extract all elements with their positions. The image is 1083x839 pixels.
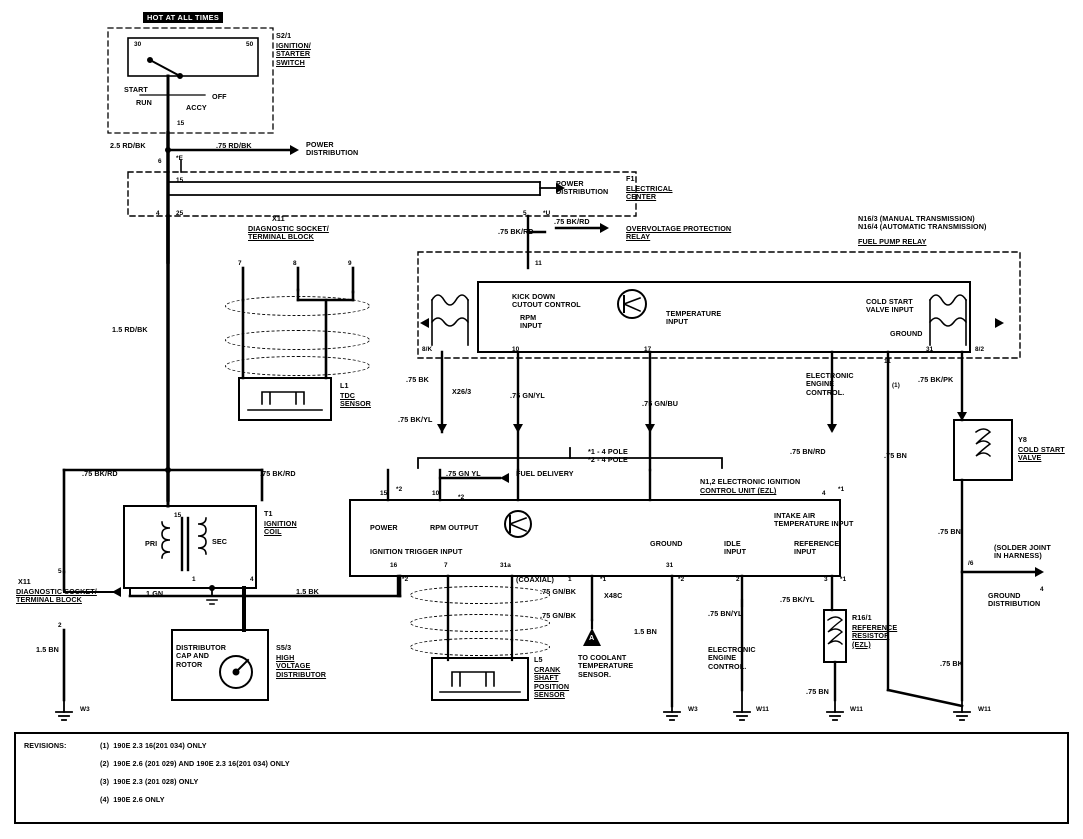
arrow-fuel-delivery <box>500 473 509 483</box>
junction-dot-3 <box>209 585 215 591</box>
wire-label-75-bk: .75 BK <box>406 375 429 384</box>
relay-temp-input-label: TEMPERATURE INPUT <box>666 309 722 327</box>
ignition-coil-ref: T1 <box>264 509 273 518</box>
wire-label-75-rd-bk: .75 RD/BK <box>216 141 252 150</box>
diag-pin-9: 9 <box>348 260 352 267</box>
ground-w3-mid: W3 <box>688 706 698 713</box>
power-distribution-arrow-label: POWER DISTRIBUTION <box>306 140 359 158</box>
ezl-power-label: POWER <box>370 523 398 532</box>
wire-label-75-bn-yl: .75 BN/YL <box>708 609 743 618</box>
wire-label-15-bk: 1.5 BK <box>296 587 319 596</box>
coil-terminal-15: 15 <box>174 512 182 519</box>
wire-label-75-bk-yl-ref: .75 BK/YL <box>780 595 815 604</box>
arrow-relay-pin-17 <box>645 424 655 433</box>
ec-terminal-6: 6 <box>158 158 162 165</box>
ec-terminal-15: 15 <box>176 177 184 184</box>
electrical-center-ref: F1 <box>626 174 635 183</box>
wire-label-75-bk-csv: .75 BK <box>940 659 963 668</box>
coax-label: (COAXIAL) <box>516 575 555 584</box>
wire-label-75-bk-rd-mid: .75 BK/RD <box>260 469 296 478</box>
switch-pos-start: START <box>124 85 148 94</box>
ec-power-distribution-inner: POWER DISTRIBUTION <box>556 179 609 197</box>
diag-socket-left-ref: X11 <box>18 577 31 586</box>
wire-label-75-bn-relay: .75 BN <box>884 451 907 460</box>
switch-pos-off: OFF <box>212 92 227 101</box>
ezl-pin-x2b: *2 <box>458 494 465 501</box>
ezl-pin-x2a: *2 <box>396 486 403 493</box>
arrow-cold-start-pin <box>957 412 967 421</box>
wire-label-75-bk-yl: .75 BK/YL <box>398 415 433 424</box>
switch-pos-run: RUN <box>136 98 152 107</box>
ground-w11-b: W11 <box>850 706 864 713</box>
ezl-pin-7: 7 <box>444 562 448 569</box>
relay-pin-17: 17 <box>644 346 652 353</box>
solder-joint-note: (SOLDER JOINT IN HARNESS) <box>994 543 1051 561</box>
coil-terminal-1: 1 <box>192 576 196 583</box>
wire-label-75-gn-bk-1: .75 GN/BK <box>540 587 577 596</box>
shield-ellipse-tdc-1 <box>225 296 370 316</box>
shield-ellipse-coax-2 <box>410 614 550 632</box>
relay-rpm-input-label: RPM INPUT <box>520 313 543 331</box>
diag-left-pin-5: 5 <box>58 568 62 575</box>
hot-at-all-times-badge: HOT AT ALL TIMES <box>143 12 223 23</box>
ezl-pin-x1a: *1 <box>838 486 845 493</box>
reference-resistor-name: REFERENCE RESISTOR (EZL) <box>852 623 898 649</box>
ground-dist-pin-4: 4 <box>1040 586 1044 593</box>
ezl-rpm-output-label: RPM OUTPUT <box>430 523 479 532</box>
fuel-pump-relay-name: FUEL PUMP RELAY <box>858 237 927 246</box>
wire-label-75-bk-rd-ovp: .75 BK/RD <box>498 227 534 236</box>
arrow-relay-pin-8k <box>437 424 447 433</box>
ezl-reference-input-label: REFERENCE INPUT <box>794 539 840 557</box>
wire-label-75-bn-rd: .75 BN/RD <box>790 447 826 456</box>
shield-ellipse-tdc-2 <box>225 330 370 350</box>
tdc-sensor-name: TDC SENSOR <box>340 391 371 409</box>
ezl-pin-x1c: *1 <box>840 576 847 583</box>
eec-1-note: (1) <box>892 382 900 389</box>
ground-distribution-label: GROUND DISTRIBUTION <box>988 591 1041 609</box>
wire-label-75-gn-bu: .75 GN/BU <box>642 399 679 408</box>
ignition-switch-ref: S2/1 <box>276 31 292 40</box>
ezl-pin-31: 31 <box>666 562 674 569</box>
ezl-ignition-trigger-label: IGNITION TRIGGER INPUT <box>370 547 463 556</box>
arrow-relay-pin-ctrl <box>827 424 837 433</box>
wire-label-15-rd-bk: 1.5 RD/BK <box>112 325 148 334</box>
fuel-pump-relay-ref: N16/3 (MANUAL TRANSMISSION) N16/4 (AUTOMATIC TRANSMISSION) <box>858 214 987 232</box>
ovp-terminal-4u: *U <box>543 210 551 217</box>
revision-item-1: (1) 190E 2.3 16(201 034) ONLY <box>100 741 207 750</box>
revision-item-4: (4) 190E 2.6 ONLY <box>100 795 165 804</box>
revision-item-3: (3) 190E 2.3 (201 028) ONLY <box>100 777 199 786</box>
ground-dist-pin-6: /6 <box>968 560 974 567</box>
diag-pin-7: 7 <box>238 260 242 267</box>
revision-item-2: (2) 190E 2.6 (201 029) AND 190E 2.3 16(201 034) ONLY <box>100 759 290 768</box>
hv-distributor-ref: S5/3 <box>276 643 292 652</box>
tdc-sensor-ref: L1 <box>340 381 349 390</box>
diag-socket-top-ref: X11 <box>272 214 285 223</box>
fuel-delivery-label: FUEL DELIVERY <box>516 469 574 478</box>
shield-ellipse-coax-3 <box>410 638 550 656</box>
relay-kick-down-label: KICK DOWN CUTOUT CONTROL <box>512 292 581 310</box>
crank-sensor-name: CRANK SHAFT POSITION SENSOR <box>534 665 570 700</box>
ezl-name: CONTROL UNIT (EZL) <box>700 486 777 495</box>
ovp-terminal-5: 5 <box>523 210 527 217</box>
wire-label-75-bk-pk: .75 BK/PK <box>918 375 954 384</box>
ezl-pin-31a: 31a <box>500 562 511 569</box>
revisions-heading: REVISIONS: <box>24 741 67 750</box>
wire-label-1-gn: 1 GN <box>146 589 164 598</box>
wire-label-75-bk-rd-ovp2: .75 BK/RD <box>554 217 590 226</box>
ezl-ref: N1,2 ELECTRONIC IGNITION <box>700 477 801 486</box>
relay-pin-31: 31 <box>926 346 934 353</box>
ezl-idle-input-label: IDLE INPUT <box>724 539 747 557</box>
arrow-diag-socket-left <box>112 587 121 597</box>
switch-pos-accy: ACCY <box>186 103 207 112</box>
ignition-switch-name: IGNITION/ STARTER SWITCH <box>276 41 311 67</box>
ignition-coil-name: IGNITION COIL <box>264 519 297 537</box>
junction-dot-2 <box>165 467 171 473</box>
ec-terminal-4: 4 <box>156 210 160 217</box>
arrow-overvoltage-relay <box>600 223 609 233</box>
coil-terminal-4: 4 <box>250 576 254 583</box>
ezl-pin-2: 2 <box>736 576 740 583</box>
relay-cold-start-label: COLD START VALVE INPUT <box>866 297 914 315</box>
arrow-relay-pin-10 <box>513 424 523 433</box>
wire-label-15-bn-ground: 1.5 BN <box>634 627 657 636</box>
connector-x48c: X48C <box>604 591 623 600</box>
coil-pri: PRI <box>145 539 158 548</box>
relay-pin-10: 10 <box>512 346 520 353</box>
ezl-pin-15: 15 <box>380 490 388 497</box>
eec-2-label: ELECTRONIC ENGINE CONTROL. <box>708 645 756 671</box>
reference-resistor-ref: R16/1 <box>852 613 872 622</box>
ezl-pin-x2d: *2 <box>678 576 685 583</box>
crank-sensor-ref: L5 <box>534 655 543 664</box>
diag-left-pin-2: 2 <box>58 622 62 629</box>
wire-label-75-gn-yl-fd: .75 GN YL <box>446 469 481 478</box>
relay-pin-11: 11 <box>884 358 891 365</box>
wire-label-25-rd-bk: 2.5 RD/BK <box>110 141 146 150</box>
eec-1-label: ELECTRONIC ENGINE CONTROL. <box>806 371 854 397</box>
arrow-relay-left-term <box>420 318 429 328</box>
wire-label-75-bn-csv: .75 BN <box>938 527 961 536</box>
pole-note: *1 - 4 POLE *2 - 4 POLE <box>588 447 628 465</box>
cold-start-valve-ref: Y8 <box>1018 435 1027 444</box>
wire-label-75-gn-yl-relay: .75 GN/YL <box>510 391 545 400</box>
diag-socket-top-name: DIAGNOSTIC SOCKET/ TERMINAL BLOCK <box>248 224 329 242</box>
relay-term-8k: 8/K <box>422 346 433 353</box>
wire-label-75-bk-rd-left: .75 BK/RD <box>82 469 118 478</box>
ground-w11-a: W11 <box>756 706 770 713</box>
diag-pin-8: 8 <box>293 260 297 267</box>
ezl-pin-x2c: *2 <box>402 576 409 583</box>
ezl-ground-label: GROUND <box>650 539 683 548</box>
switch-terminal-15: 15 <box>177 120 185 127</box>
coax-pin-1: 1 <box>568 576 572 583</box>
ezl-pin-4: 4 <box>822 490 826 497</box>
wire-label-15-bn-left: 1.5 BN <box>36 645 59 654</box>
distributor-label: DISTRIBUTOR CAP AND ROTOR <box>176 643 227 669</box>
coolant-sensor-marker: A <box>589 633 595 642</box>
shield-ellipse-coax-1 <box>410 586 550 604</box>
coil-sec: SEC <box>212 537 228 546</box>
hv-distributor-name: HIGH VOLTAGE DISTRIBUTOR <box>276 653 327 679</box>
overvoltage-relay-label: OVERVOLTAGE PROTECTION RELAY <box>626 224 732 242</box>
ezl-pin-10: 10 <box>432 490 440 497</box>
arrow-ground-distribution <box>1035 567 1044 577</box>
ec-terminal-xe: *E <box>176 155 183 162</box>
wire-label-75-bn-res: .75 BN <box>806 687 829 696</box>
ground-w11-c: W11 <box>978 706 992 713</box>
ec-terminal-25: 25 <box>176 210 184 217</box>
arrow-relay-right-term <box>995 318 1004 328</box>
relay-ground-label: GROUND <box>890 329 923 338</box>
relay-term-82: 8/2 <box>975 346 985 353</box>
electrical-center-name: ELECTRICAL CENTER <box>626 184 673 202</box>
shield-ellipse-tdc-3 <box>225 356 370 376</box>
connector-x26-3: X26/3 <box>452 387 472 396</box>
switch-terminal-30: 30 <box>134 41 142 48</box>
ezl-pin-3: 3 <box>824 576 828 583</box>
ezl-intake-temp-label: INTAKE AIR TEMPERATURE INPUT <box>774 511 854 529</box>
wire-label-75-gn-bk-2: .75 GN/BK <box>540 611 577 620</box>
diag-socket-left-name: DIAGNOSTIC SOCKET/ TERMINAL BLOCK <box>16 587 97 605</box>
relay-pin-top-11: 11 <box>535 260 542 267</box>
switch-terminal-50: 50 <box>246 41 254 48</box>
arrow-power-distribution <box>290 145 299 155</box>
junction-dot-1 <box>165 147 171 153</box>
ground-w3-left: W3 <box>80 706 90 713</box>
cold-start-valve-name: COLD START VALVE <box>1018 445 1065 463</box>
coolant-sensor-label: TO COOLANT TEMPERATURE SENSOR. <box>578 653 634 679</box>
ezl-pin-x1b: *1 <box>600 576 607 583</box>
ezl-pin-16: 16 <box>390 562 398 569</box>
